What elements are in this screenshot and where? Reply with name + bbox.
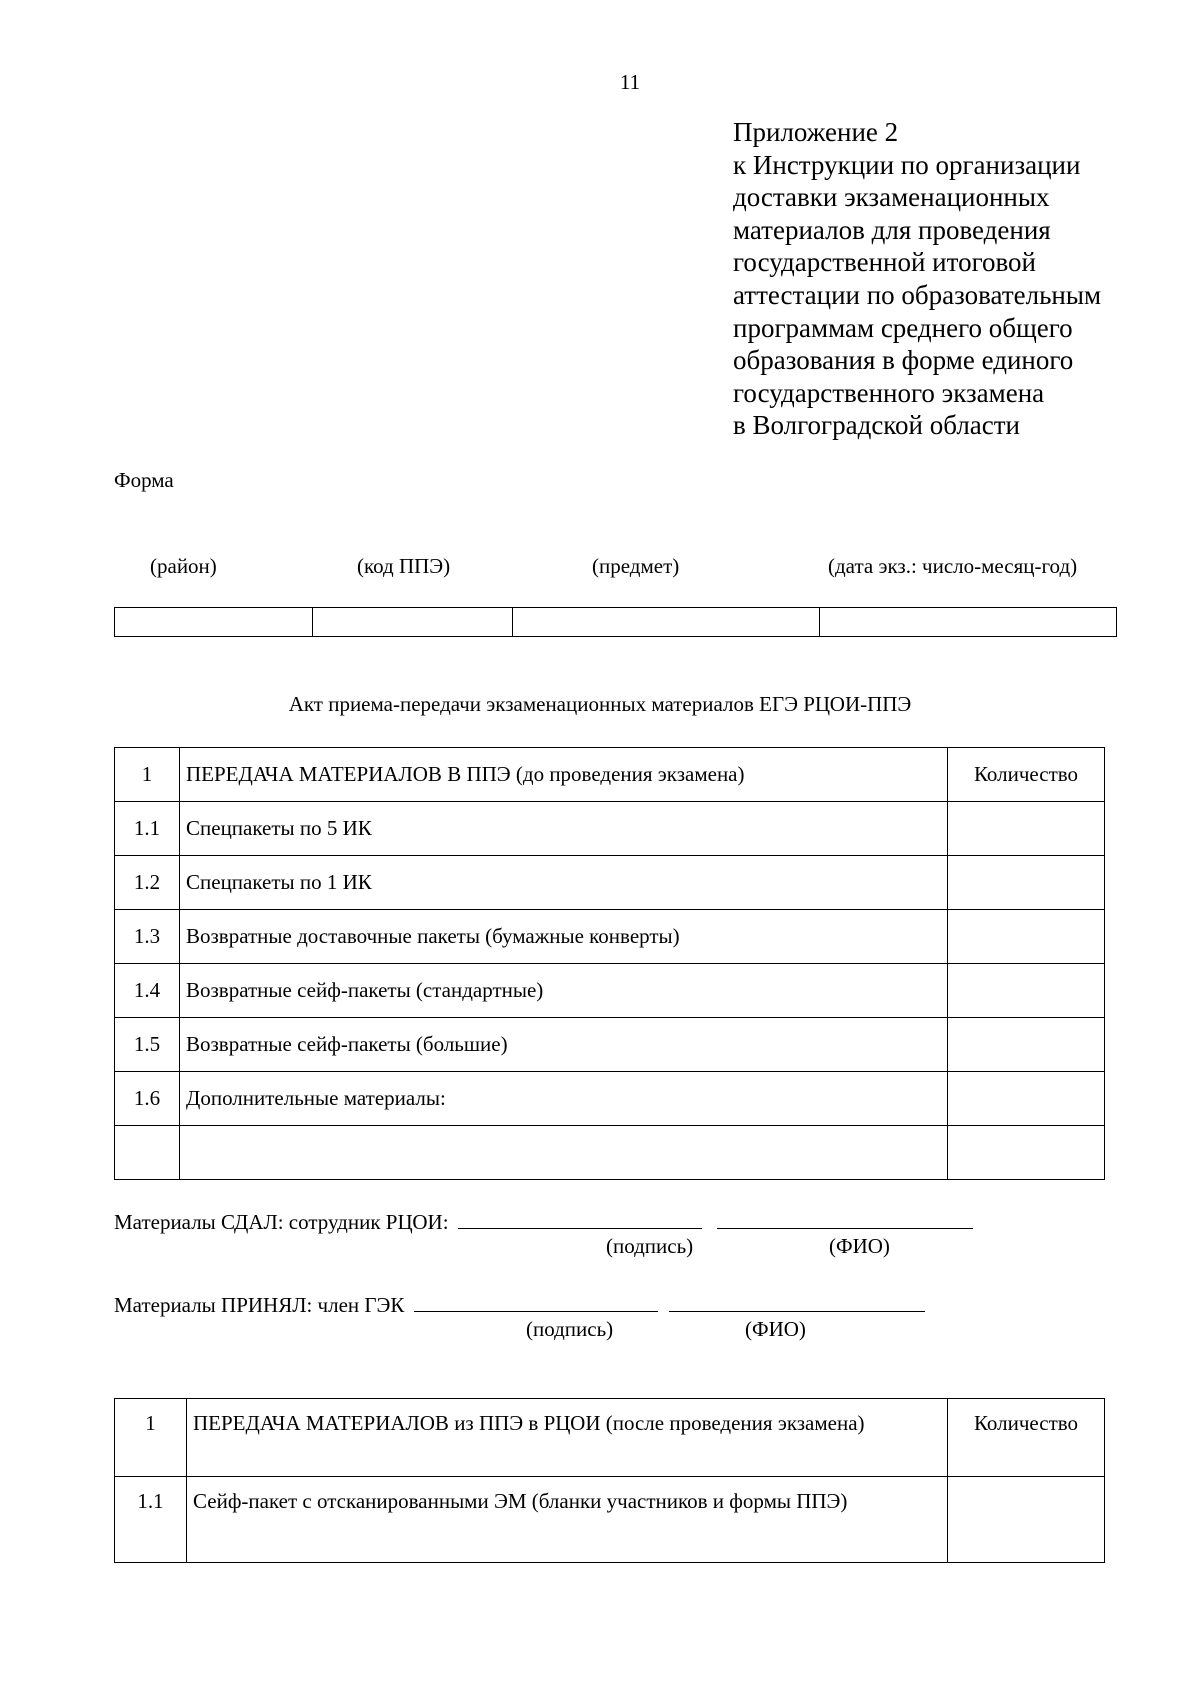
table-row <box>115 1018 1105 1072</box>
appendix-heading <box>733 116 1173 442</box>
row-label: Возвратные сейф-пакеты (большие) <box>180 1018 948 1072</box>
transfer-to-ppe-table <box>114 747 1105 1180</box>
quantity-cell[interactable] <box>948 1477 1105 1563</box>
table-header-row <box>115 748 1105 802</box>
appendix-line: образования в форме единого <box>733 345 1074 376</box>
row-label[interactable] <box>180 1126 948 1180</box>
row-label: Сейф-пакет с отсканированными ЭМ (бланки участников и формы ППЭ) <box>187 1477 948 1563</box>
quantity-cell[interactable] <box>948 856 1105 910</box>
row-label: Возвратные доставочные пакеты (бумажные конверты) <box>180 910 948 964</box>
table-row <box>115 910 1105 964</box>
appendix-line: государственного экзамена <box>733 377 1045 408</box>
handed-label: Материалы СДАЛ: сотрудник РЦОИ: <box>114 1210 449 1234</box>
act-title: Акт приема-передачи экзаменационных материалов ЕГЭ РЦОИ-ППЭ <box>288 692 912 716</box>
table-header-row <box>115 1399 1105 1477</box>
received-signature-caption: (подпись) <box>526 1317 614 1341</box>
quantity-cell[interactable] <box>948 910 1105 964</box>
received-label: Материалы ПРИНЯЛ: член ГЭК <box>114 1293 405 1317</box>
received-signature-field[interactable] <box>414 1291 658 1312</box>
row-number: 1.4 <box>115 964 180 1018</box>
appendix-line: программам среднего общего <box>733 312 1073 343</box>
handed-signature-field[interactable] <box>458 1208 702 1229</box>
quantity-cell[interactable] <box>948 1126 1105 1180</box>
district-label: (район) <box>150 554 217 578</box>
table-row <box>115 1072 1105 1126</box>
row-number: 1.5 <box>115 1018 180 1072</box>
row-number: 1.1 <box>115 802 180 856</box>
transfer-from-ppe-table <box>114 1398 1105 1563</box>
received-signature-line <box>114 1291 925 1318</box>
subject-field[interactable] <box>513 608 820 637</box>
section-number: 1 <box>115 1399 187 1477</box>
subject-label: (предмет) <box>592 554 680 578</box>
ppe-code-label: (код ППЭ) <box>357 554 451 578</box>
quantity-cell[interactable] <box>948 964 1105 1018</box>
appendix-line: доставки экзаменационных <box>733 182 1050 213</box>
ppe-code-field[interactable] <box>313 608 513 637</box>
header-fields-table <box>114 607 1117 637</box>
appendix-line: материалов для проведения <box>733 214 1051 245</box>
table-row <box>115 856 1105 910</box>
appendix-line: Приложение 2 <box>733 117 899 147</box>
appendix-line: в Волгоградской области <box>733 410 1021 441</box>
row-label: Спецпакеты по 5 ИК <box>180 802 948 856</box>
received-name-caption: (ФИО) <box>745 1317 806 1341</box>
quantity-cell[interactable] <box>948 802 1105 856</box>
exam-date-field[interactable] <box>820 608 1117 637</box>
handed-signature-line <box>114 1208 973 1235</box>
quantity-header: Количество <box>948 748 1105 802</box>
table-row <box>115 1126 1105 1180</box>
handed-signature-caption: (подпись) <box>606 1234 694 1258</box>
row-number: 1.3 <box>115 910 180 964</box>
section-title: ПЕРЕДАЧА МАТЕРИАЛОВ из ППЭ в РЦОИ (после проведения экзамена) <box>187 1399 948 1477</box>
row-label: Дополнительные материалы: <box>180 1072 948 1126</box>
quantity-header: Количество <box>948 1399 1105 1477</box>
handed-name-field[interactable] <box>717 1208 973 1229</box>
section-number: 1 <box>115 748 180 802</box>
row-number: 1.6 <box>115 1072 180 1126</box>
quantity-cell[interactable] <box>948 1072 1105 1126</box>
table-row <box>115 802 1105 856</box>
handed-name-caption: (ФИО) <box>829 1234 890 1258</box>
row-number: 1.2 <box>115 856 180 910</box>
form-label: Форма <box>114 468 174 492</box>
row-number: 1.1 <box>115 1477 187 1563</box>
district-field[interactable] <box>115 608 313 637</box>
appendix-line: аттестации по образовательным <box>733 279 1102 310</box>
table-row <box>115 964 1105 1018</box>
page-number: 11 <box>619 70 641 94</box>
exam-date-label: (дата экз.: число-месяц-год) <box>828 554 1078 578</box>
row-label: Возвратные сейф-пакеты (стандартные) <box>180 964 948 1018</box>
quantity-cell[interactable] <box>948 1018 1105 1072</box>
row-number <box>115 1126 180 1180</box>
section-title: ПЕРЕДАЧА МАТЕРИАЛОВ В ППЭ (до проведения экзамена) <box>180 748 948 802</box>
table-row <box>115 1477 1105 1563</box>
appendix-line: к Инструкции по организации <box>733 149 1081 180</box>
received-name-field[interactable] <box>669 1291 925 1312</box>
row-label: Спецпакеты по 1 ИК <box>180 856 948 910</box>
appendix-line: государственной итоговой <box>733 247 1036 278</box>
